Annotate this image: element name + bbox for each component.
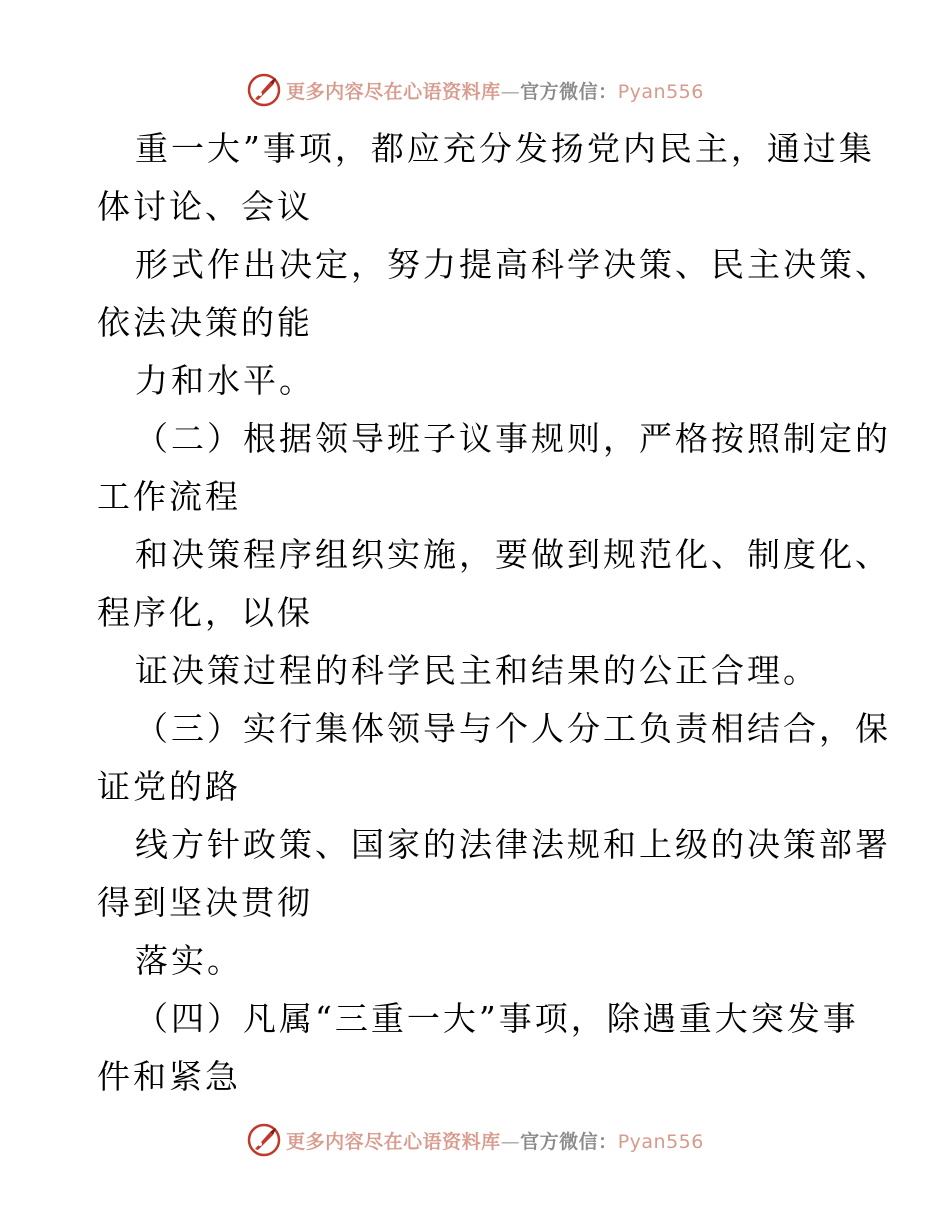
text-line: 线方针政策、国家的法律法规和上级的决策部署 (135, 825, 891, 864)
quill-logo-icon (246, 1122, 282, 1158)
text-line: （四）凡属“三重一大”事项，除遇重大突发事 (135, 999, 859, 1038)
text-line: 工作流程 (97, 477, 241, 516)
banner-text (286, 77, 704, 104)
quill-logo-icon (246, 72, 282, 108)
banner-wechat-id: Pyan556 (617, 1130, 704, 1153)
document-body (97, 120, 891, 1106)
text-line: 得到坚决贯彻 (97, 883, 313, 922)
banner-text (286, 1127, 704, 1154)
banner-wechat-label: 官方微信： (520, 1130, 618, 1153)
text-line: 和决策程序组织实施，要做到规范化、制度化、 (135, 535, 891, 574)
text-line: 形式作出决定，努力提高科学决策、民主决策、 (135, 245, 891, 284)
banner-dash: — (500, 1130, 521, 1153)
text-line: 重一大”事项，都应充分发扬党内民主，通过集 (135, 129, 875, 168)
banner-wechat-id: Pyan556 (617, 80, 704, 103)
text-line: 证决策过程的科学民主和结果的公正合理。 (135, 651, 819, 690)
footer-banner (0, 1120, 950, 1160)
banner-brand: 更多内容尽在心语资料库 (286, 80, 501, 103)
banner-dash: — (500, 80, 521, 103)
text-line: 落实。 (135, 941, 243, 980)
header-banner (0, 70, 950, 110)
banner-brand: 更多内容尽在心语资料库 (286, 1130, 501, 1153)
banner-wechat-label: 官方微信： (520, 80, 618, 103)
text-line: 证党的路 (97, 767, 241, 806)
text-line: （三）实行集体领导与个人分工负责相结合，保 (135, 709, 891, 748)
text-line: 体讨论、会议 (97, 187, 313, 226)
text-line: 依法决策的能 (97, 303, 313, 342)
text-line: 程序化，以保 (97, 593, 313, 632)
text-line: （二）根据领导班子议事规则，严格按照制定的 (135, 419, 891, 458)
text-line: 力和水平。 (135, 361, 315, 400)
text-line: 件和紧急 (97, 1057, 241, 1096)
